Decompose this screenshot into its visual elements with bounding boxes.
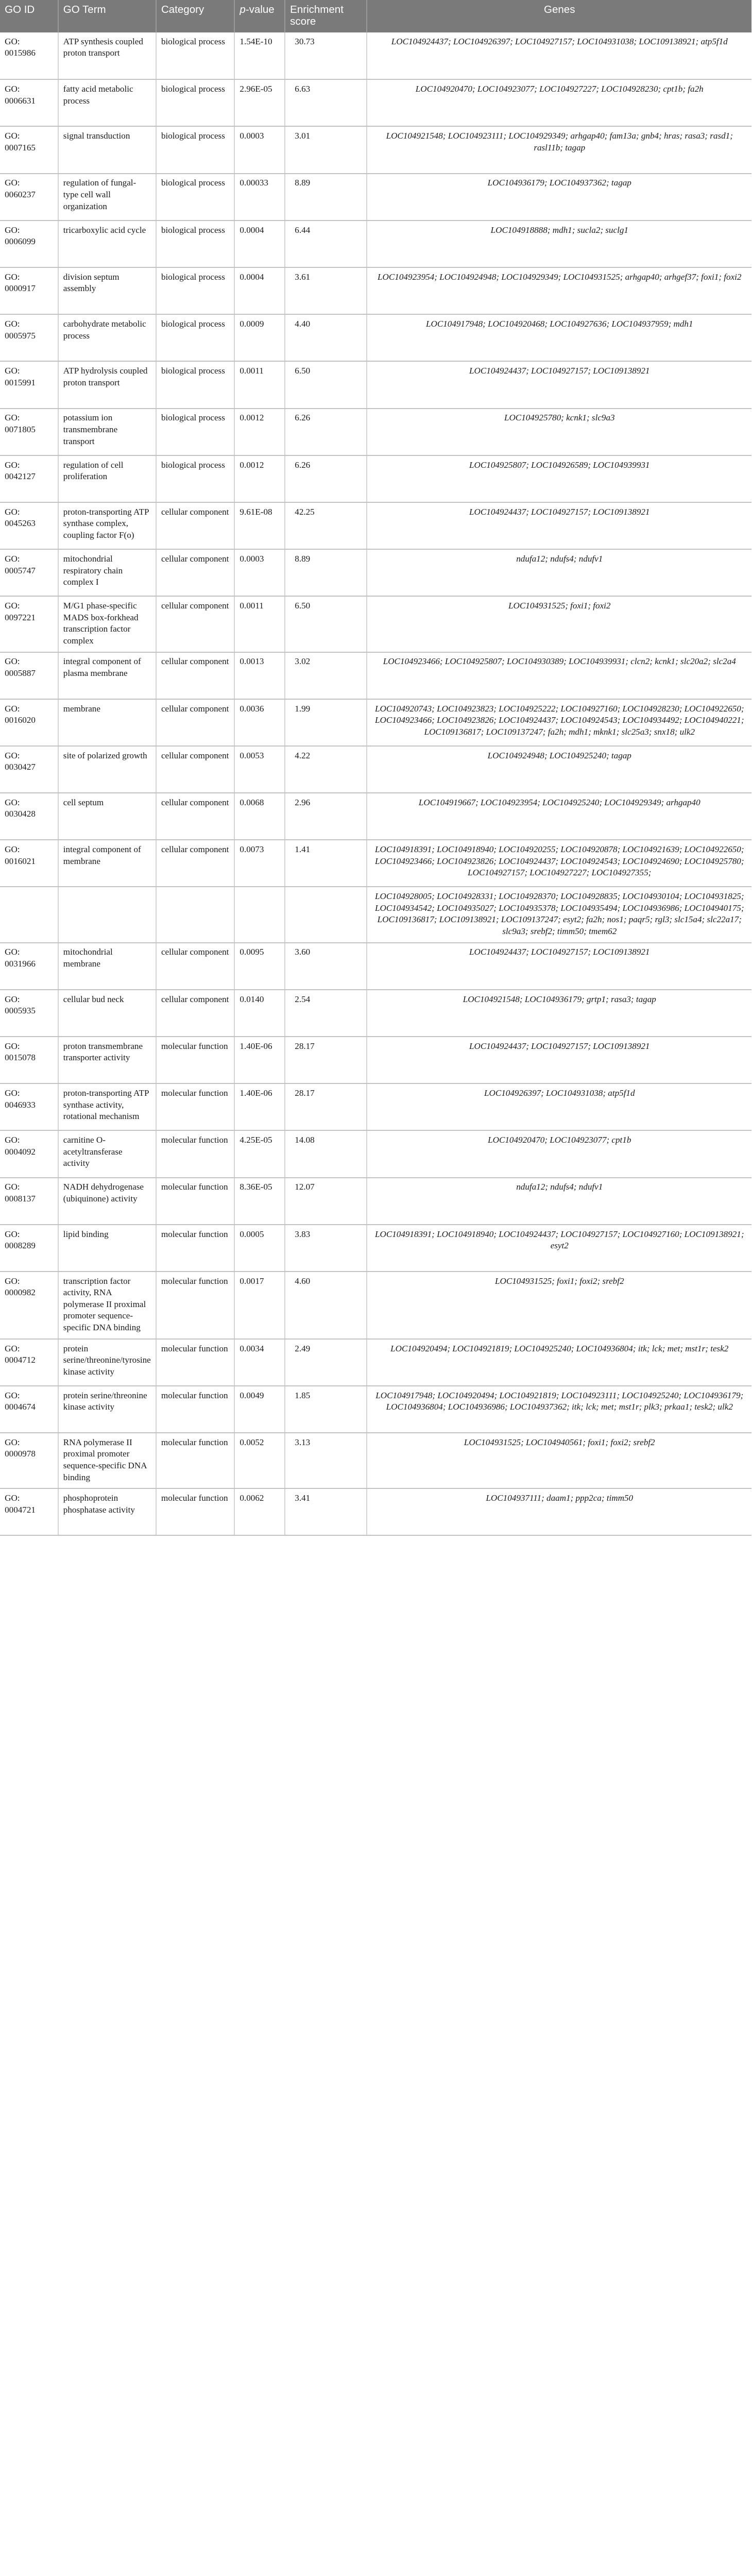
go-id-cell: GO: 0004674 — [0, 1386, 58, 1433]
p-value-cell: 0.0011 — [234, 361, 285, 408]
header-category: Category — [156, 0, 234, 32]
go-term-cell: ATP hydrolysis coupled proton transport — [58, 361, 156, 408]
go-id-cell: GO: 0000982 — [0, 1272, 58, 1339]
category-cell: biological process — [156, 126, 234, 173]
genes-cell: LOC104925807; LOC104926589; LOC104939931 — [367, 455, 751, 502]
table-row — [0, 502, 751, 549]
table-row — [0, 840, 751, 887]
go-id-cell — [0, 887, 58, 942]
go-id-cell: GO: 0071805 — [0, 409, 58, 455]
enrichment-score-cell: 3.13 — [285, 1433, 367, 1488]
category-cell: cellular component — [156, 793, 234, 840]
genes-cell: LOC104926397; LOC104931038; atp5f1d — [367, 1083, 751, 1130]
table-row — [0, 1178, 751, 1225]
table-row — [0, 699, 751, 746]
table-row — [0, 943, 751, 990]
p-value-cell: 0.0017 — [234, 1272, 285, 1339]
table-row — [0, 1488, 751, 1535]
header-enrichment-score: Enrichment score — [285, 0, 367, 32]
genes-cell: LOC104924437; LOC104927157; LOC109138921 — [367, 943, 751, 990]
go-term-cell: integral component of plasma membrane — [58, 652, 156, 699]
genes-cell: LOC104924948; LOC104925240; tagap — [367, 746, 751, 793]
category-cell: cellular component — [156, 840, 234, 887]
genes-cell: LOC104936179; LOC104937362; tagap — [367, 174, 751, 221]
category-cell: biological process — [156, 174, 234, 221]
enrichment-score-cell: 6.63 — [285, 79, 367, 126]
enrichment-score-cell: 12.07 — [285, 1178, 367, 1225]
category-cell: biological process — [156, 221, 234, 267]
go-id-cell: GO: 0045263 — [0, 502, 58, 549]
p-value-cell: 0.0052 — [234, 1433, 285, 1488]
go-term-cell: carnitine O-acetyltransferase activity — [58, 1130, 156, 1177]
table-header — [0, 0, 751, 32]
go-id-cell: GO: 0042127 — [0, 455, 58, 502]
enrichment-score-cell: 2.54 — [285, 990, 367, 1037]
go-id-cell: GO: 0005747 — [0, 549, 58, 596]
go-term-cell: tricarboxylic acid cycle — [58, 221, 156, 267]
table-row — [0, 990, 751, 1037]
go-term-cell: carbohydrate metabolic process — [58, 314, 156, 361]
go-id-cell: GO: 0000978 — [0, 1433, 58, 1488]
genes-cell: LOC104924437; LOC104927157; LOC109138921 — [367, 1037, 751, 1083]
genes-cell: LOC104923466; LOC104925807; LOC104930389; LOC104939931; clcn2; kcnk1; slc20a2; slc2a4 — [367, 652, 751, 699]
go-term-cell — [58, 887, 156, 942]
genes-cell: LOC104931525; foxi1; foxi2; srebf2 — [367, 1272, 751, 1339]
category-cell: cellular component — [156, 699, 234, 746]
enrichment-score-cell: 28.17 — [285, 1083, 367, 1130]
genes-cell: LOC104919667; LOC104923954; LOC104925240; LOC104929349; arhgap40 — [367, 793, 751, 840]
go-id-cell: GO: 0015078 — [0, 1037, 58, 1083]
genes-cell: LOC104918391; LOC104918940; LOC104920255; LOC104920878; LOC104921639; LOC104922650; LOC104923466; LOC104923826; LOC104924437; LOC104924543; LOC104924690; LOC104925780; LOC104927157; LOC104927227; LOC104927355; — [367, 840, 751, 887]
go-term-cell: integral component of membrane — [58, 840, 156, 887]
table-row — [0, 361, 751, 408]
p-value-cell: 0.0011 — [234, 596, 285, 652]
table-row — [0, 32, 751, 79]
category-cell: cellular component — [156, 502, 234, 549]
p-value-cell: 0.0009 — [234, 314, 285, 361]
go-id-cell: GO: 0016021 — [0, 840, 58, 887]
genes-cell: LOC104928005; LOC104928331; LOC104928370; LOC104928835; LOC104930104; LOC104931825; LOC104934542; LOC104935027; LOC104935378; LOC104935494; LOC104936986; LOC104940175; LOC109136817; LOC109138921; LOC109137247; esyt2; fa2h; nos1; paqr5; rgl3; slc15a4; slc22a17; slc9a3; srebf2; timm50; tmem62 — [367, 887, 751, 942]
header-p-suffix: -value — [245, 3, 275, 15]
go-id-cell: GO: 0006099 — [0, 221, 58, 267]
table-row — [0, 1433, 751, 1488]
genes-cell: LOC104917948; LOC104920494; LOC104921819; LOC104923111; LOC104925240; LOC104936179; LOC104936804; LOC104936986; LOC104937362; itk; lck; met; mst1r; plk3; prkaa1; tesk2; ulk2 — [367, 1386, 751, 1433]
table-row — [0, 887, 751, 942]
table-row — [0, 409, 751, 455]
go-term-cell: transcription factor activity, RNA polymerase II proximal promoter sequence-specific DNA binding — [58, 1272, 156, 1339]
table-row — [0, 549, 751, 596]
header-genes: Genes — [367, 0, 751, 32]
go-term-cell: division septum assembly — [58, 267, 156, 314]
enrichment-score-cell: 6.44 — [285, 221, 367, 267]
table-row — [0, 314, 751, 361]
table-row — [0, 652, 751, 699]
p-value-cell: 0.0003 — [234, 549, 285, 596]
p-value-cell: 0.0004 — [234, 267, 285, 314]
genes-cell: LOC104937111; daam1; ppp2ca; timm50 — [367, 1488, 751, 1535]
go-term-cell: proton transmembrane transporter activity — [58, 1037, 156, 1083]
enrichment-score-cell: 3.60 — [285, 943, 367, 990]
table-row — [0, 1272, 751, 1339]
header-p-value — [234, 0, 285, 32]
genes-cell: LOC104920494; LOC104921819; LOC104925240; LOC104936804; itk; lck; met; mst1r; tesk2 — [367, 1339, 751, 1386]
category-cell: biological process — [156, 267, 234, 314]
go-id-cell: GO: 0015986 — [0, 32, 58, 79]
p-value-cell: 0.0003 — [234, 126, 285, 173]
go-id-cell: GO: 0031966 — [0, 943, 58, 990]
enrichment-score-cell: 2.49 — [285, 1339, 367, 1386]
p-value-cell: 0.00033 — [234, 174, 285, 221]
category-cell: biological process — [156, 409, 234, 455]
category-cell: biological process — [156, 455, 234, 502]
category-cell: cellular component — [156, 549, 234, 596]
table-row — [0, 221, 751, 267]
go-term-cell: cell septum — [58, 793, 156, 840]
genes-cell: LOC104931525; LOC104940561; foxi1; foxi2; srebf2 — [367, 1433, 751, 1488]
go-term-cell: NADH dehydrogenase (ubiquinone) activity — [58, 1178, 156, 1225]
genes-cell: LOC104918888; mdh1; sucla2; suclg1 — [367, 221, 751, 267]
category-cell: molecular function — [156, 1339, 234, 1386]
genes-cell: LOC104921548; LOC104936179; grtp1; rasa3; tagap — [367, 990, 751, 1037]
p-value-cell: 0.0036 — [234, 699, 285, 746]
go-id-cell: GO: 0005935 — [0, 990, 58, 1037]
p-value-cell: 0.0062 — [234, 1488, 285, 1535]
p-value-cell: 0.0034 — [234, 1339, 285, 1386]
go-id-cell: GO: 0097221 — [0, 596, 58, 652]
table-row — [0, 596, 751, 652]
category-cell: molecular function — [156, 1037, 234, 1083]
enrichment-score-cell: 3.02 — [285, 652, 367, 699]
p-value-cell: 2.96E-05 — [234, 79, 285, 126]
category-cell: molecular function — [156, 1083, 234, 1130]
genes-cell: LOC104917948; LOC104920468; LOC104927636; LOC104937959; mdh1 — [367, 314, 751, 361]
genes-cell: ndufa12; ndufs4; ndufv1 — [367, 549, 751, 596]
go-id-cell: GO: 0008137 — [0, 1178, 58, 1225]
go-term-cell: regulation of cell proliferation — [58, 455, 156, 502]
table-body — [0, 32, 751, 1535]
genes-cell: LOC104924437; LOC104926397; LOC104927157; LOC104931038; LOC109138921; atp5f1d — [367, 32, 751, 79]
table-row — [0, 79, 751, 126]
enrichment-score-cell: 3.83 — [285, 1225, 367, 1272]
go-term-cell: signal transduction — [58, 126, 156, 173]
enrichment-score-cell: 1.85 — [285, 1386, 367, 1433]
enrichment-score-cell: 4.60 — [285, 1272, 367, 1339]
go-term-cell: phosphoprotein phosphatase activity — [58, 1488, 156, 1535]
category-cell: molecular function — [156, 1130, 234, 1177]
category-cell: biological process — [156, 79, 234, 126]
enrichment-score-cell: 6.50 — [285, 596, 367, 652]
enrichment-score-cell: 4.22 — [285, 746, 367, 793]
category-cell: cellular component — [156, 596, 234, 652]
go-term-cell: lipid binding — [58, 1225, 156, 1272]
go-term-cell: proton-transporting ATP synthase activity, rotational mechanism — [58, 1083, 156, 1130]
p-value-cell: 0.0012 — [234, 409, 285, 455]
p-value-cell: 1.40E-06 — [234, 1083, 285, 1130]
enrichment-score-cell — [285, 887, 367, 942]
table-row — [0, 126, 751, 173]
category-cell: molecular function — [156, 1178, 234, 1225]
p-value-cell: 0.0049 — [234, 1386, 285, 1433]
go-term-cell: M/G1 phase-specific MADS box-forkhead transcription factor complex — [58, 596, 156, 652]
enrichment-score-cell: 1.41 — [285, 840, 367, 887]
go-id-cell: GO: 0030427 — [0, 746, 58, 793]
go-id-cell: GO: 0004721 — [0, 1488, 58, 1535]
go-id-cell: GO: 0000917 — [0, 267, 58, 314]
category-cell: biological process — [156, 314, 234, 361]
category-cell: biological process — [156, 361, 234, 408]
p-value-cell: 0.0095 — [234, 943, 285, 990]
genes-cell: LOC104918391; LOC104918940; LOC104924437; LOC104927157; LOC104927160; LOC109138921; esyt2 — [367, 1225, 751, 1272]
enrichment-score-cell: 6.26 — [285, 409, 367, 455]
table-row — [0, 1037, 751, 1083]
category-cell: biological process — [156, 32, 234, 79]
genes-cell: LOC104920470; LOC104923077; cpt1b — [367, 1130, 751, 1177]
p-value-cell: 0.0004 — [234, 221, 285, 267]
go-id-cell: GO: 0006631 — [0, 79, 58, 126]
category-cell: cellular component — [156, 746, 234, 793]
p-value-cell: 0.0073 — [234, 840, 285, 887]
go-id-cell: GO: 0046933 — [0, 1083, 58, 1130]
go-term-cell: protein serine/threonine/tyrosine kinase activity — [58, 1339, 156, 1386]
enrichment-score-cell: 28.17 — [285, 1037, 367, 1083]
p-value-cell: 1.54E-10 — [234, 32, 285, 79]
table-row — [0, 455, 751, 502]
go-term-cell: fatty acid metabolic process — [58, 79, 156, 126]
table-row — [0, 174, 751, 221]
category-cell: molecular function — [156, 1433, 234, 1488]
genes-cell: LOC104925780; kcnk1; slc9a3 — [367, 409, 751, 455]
enrichment-score-cell: 3.61 — [285, 267, 367, 314]
enrichment-score-cell: 14.08 — [285, 1130, 367, 1177]
go-term-cell: site of polarized growth — [58, 746, 156, 793]
p-value-cell: 9.61E-08 — [234, 502, 285, 549]
category-cell: cellular component — [156, 652, 234, 699]
table-row — [0, 746, 751, 793]
go-id-cell: GO: 0030428 — [0, 793, 58, 840]
enrichment-score-cell: 30.73 — [285, 32, 367, 79]
header-p-italic: p — [240, 3, 246, 15]
table-row — [0, 793, 751, 840]
go-id-cell: GO: 0005975 — [0, 314, 58, 361]
p-value-cell: 4.25E-05 — [234, 1130, 285, 1177]
go-term-cell: protein serine/threonine kinase activity — [58, 1386, 156, 1433]
header-go-term: GO Term — [58, 0, 156, 32]
table-row — [0, 1083, 751, 1130]
genes-cell: LOC104924437; LOC104927157; LOC109138921 — [367, 361, 751, 408]
enrichment-score-cell: 8.89 — [285, 174, 367, 221]
go-term-cell: mitochondrial membrane — [58, 943, 156, 990]
go-term-cell: ATP synthesis coupled proton transport — [58, 32, 156, 79]
p-value-cell: 0.0068 — [234, 793, 285, 840]
genes-cell: LOC104921548; LOC104923111; LOC104929349; arhgap40; fam13a; gnb4; hras; rasa3; rasd1; rasl11b; tagap — [367, 126, 751, 173]
genes-cell: LOC104920470; LOC104923077; LOC104927227; LOC104928230; cpt1b; fa2h — [367, 79, 751, 126]
genes-cell: LOC104920743; LOC104923823; LOC104925222; LOC104927160; LOC104928230; LOC104922650; LOC104923466; LOC104923826; LOC104924437; LOC104924543; LOC104934492; LOC104940221; LOC109136817; LOC109137247; fa2h; mdh1; mknk1; slc25a3; snx18; ulk2 — [367, 699, 751, 746]
genes-cell: LOC104923954; LOC104924948; LOC104929349; LOC104931525; arhgap40; arhgef37; foxi1; foxi2 — [367, 267, 751, 314]
go-id-cell: GO: 0004712 — [0, 1339, 58, 1386]
go-term-cell: RNA polymerase II proximal promoter sequence-specific DNA binding — [58, 1433, 156, 1488]
p-value-cell: 0.0013 — [234, 652, 285, 699]
go-term-cell: proton-transporting ATP synthase complex, coupling factor F(o) — [58, 502, 156, 549]
enrichment-score-cell: 3.01 — [285, 126, 367, 173]
category-cell: molecular function — [156, 1225, 234, 1272]
table-row — [0, 1225, 751, 1272]
go-term-cell: potassium ion transmembrane transport — [58, 409, 156, 455]
go-id-cell: GO: 0016020 — [0, 699, 58, 746]
enrichment-score-cell: 2.96 — [285, 793, 367, 840]
p-value-cell: 0.0140 — [234, 990, 285, 1037]
enrichment-score-cell: 6.26 — [285, 455, 367, 502]
genes-cell: ndufa12; ndufs4; ndufv1 — [367, 1178, 751, 1225]
table-row — [0, 1386, 751, 1433]
header-row — [0, 0, 751, 32]
category-cell: cellular component — [156, 990, 234, 1037]
go-id-cell: GO: 0015991 — [0, 361, 58, 408]
enrichment-score-cell: 6.50 — [285, 361, 367, 408]
category-cell: molecular function — [156, 1488, 234, 1535]
go-term-cell: mitochondrial respiratory chain complex I — [58, 549, 156, 596]
enrichment-score-cell: 4.40 — [285, 314, 367, 361]
go-id-cell: GO: 0060237 — [0, 174, 58, 221]
table-row — [0, 1130, 751, 1177]
enrichment-score-cell: 1.99 — [285, 699, 367, 746]
enrichment-score-cell: 3.41 — [285, 1488, 367, 1535]
go-term-cell: regulation of fungal-type cell wall organization — [58, 174, 156, 221]
table-row — [0, 1339, 751, 1386]
go-id-cell: GO: 0004092 — [0, 1130, 58, 1177]
category-cell: cellular component — [156, 943, 234, 990]
genes-cell: LOC104924437; LOC104927157; LOC109138921 — [367, 502, 751, 549]
genes-cell: LOC104931525; foxi1; foxi2 — [367, 596, 751, 652]
enrichment-score-cell: 8.89 — [285, 549, 367, 596]
go-term-cell: membrane — [58, 699, 156, 746]
p-value-cell: 8.36E-05 — [234, 1178, 285, 1225]
go-id-cell: GO: 0007165 — [0, 126, 58, 173]
p-value-cell — [234, 887, 285, 942]
go-term-cell: cellular bud neck — [58, 990, 156, 1037]
table-row — [0, 267, 751, 314]
category-cell — [156, 887, 234, 942]
go-id-cell: GO: 0005887 — [0, 652, 58, 699]
category-cell: molecular function — [156, 1386, 234, 1433]
header-go-id: GO ID — [0, 0, 58, 32]
category-cell: molecular function — [156, 1272, 234, 1339]
p-value-cell: 0.0005 — [234, 1225, 285, 1272]
p-value-cell: 1.40E-06 — [234, 1037, 285, 1083]
p-value-cell: 0.0053 — [234, 746, 285, 793]
enrichment-score-cell: 42.25 — [285, 502, 367, 549]
go-id-cell: GO: 0008289 — [0, 1225, 58, 1272]
p-value-cell: 0.0012 — [234, 455, 285, 502]
